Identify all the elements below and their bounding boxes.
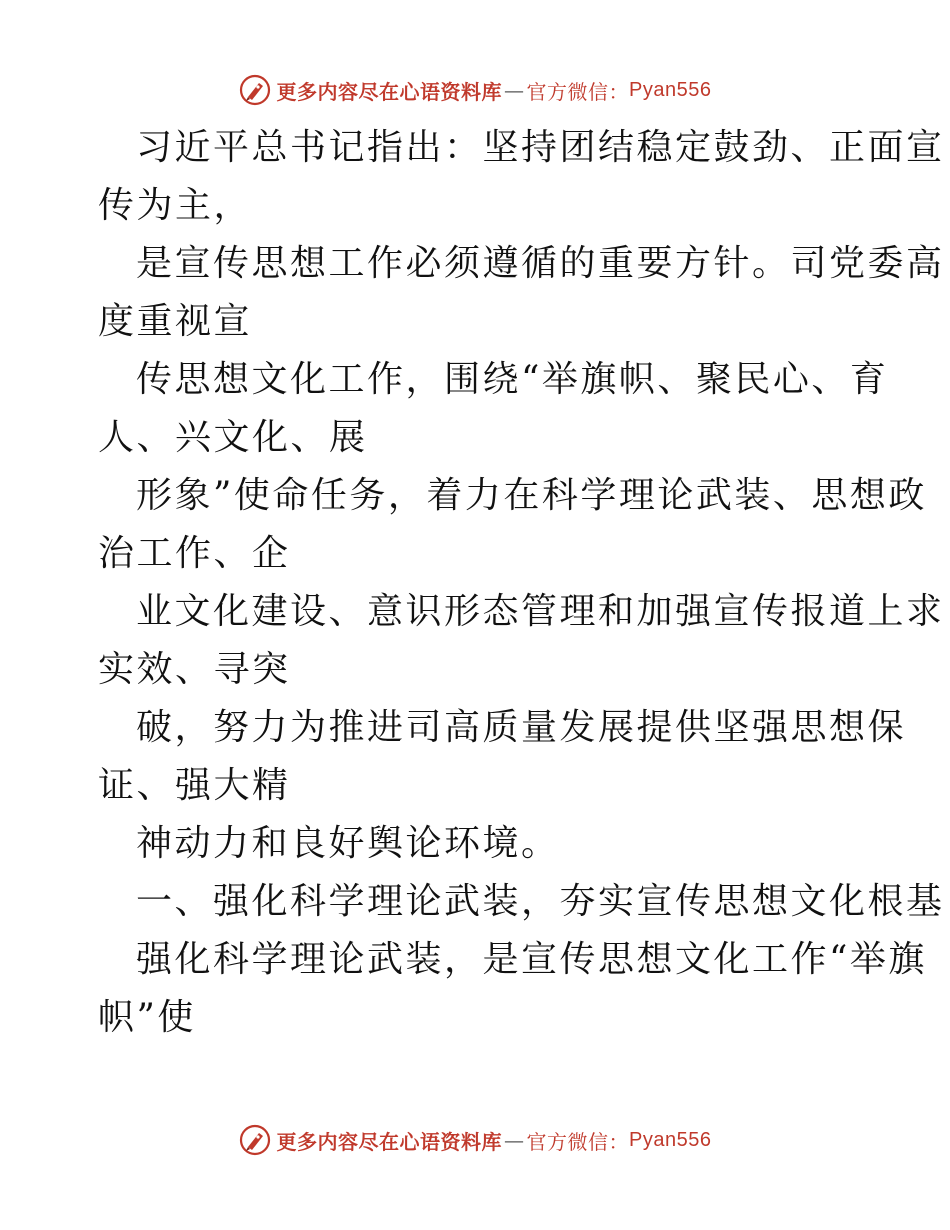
body-line: 人、兴文化、展 xyxy=(98,417,368,458)
body-line: 证、强大精 xyxy=(98,765,291,806)
body-line: 业文化建设、意识形态管理和加强宣传报道上求 xyxy=(136,591,945,632)
body-line: 传为主， xyxy=(98,185,253,226)
body-line: 强化科学理论武装，是宣传思想文化工作“举旗 xyxy=(136,939,927,980)
body-line: 度重视宣 xyxy=(98,301,253,342)
body-line: 神动力和良好舆论环境。 xyxy=(136,823,560,864)
header-dash: — xyxy=(504,78,525,102)
header-wechat-label: 官方微信： xyxy=(526,79,630,104)
header-watermark xyxy=(0,74,950,106)
body-line: 帜”使 xyxy=(98,997,196,1038)
body-line: 习近平总书记指出：坚持团结稳定鼓劲、正面宣 xyxy=(136,127,945,168)
pen-logo-icon xyxy=(239,74,271,106)
footer-brand-text: 更多内容尽在心语资料库 xyxy=(276,1129,503,1154)
header-brand-text: 更多内容尽在心语资料库 xyxy=(276,79,503,104)
header-wechat-account: Pyan556 xyxy=(629,78,712,101)
pen-logo-icon xyxy=(239,1124,271,1156)
body-line: 实效、寻突 xyxy=(98,649,291,690)
footer-watermark xyxy=(0,1124,950,1156)
body-line: 破，努力为推进司高质量发展提供坚强思想保 xyxy=(136,707,907,748)
section-heading: 一、强化科学理论武装，夯实宣传思想文化根基 xyxy=(136,881,945,922)
footer-dash: — xyxy=(504,1128,525,1152)
footer-wechat-label: 官方微信： xyxy=(526,1129,630,1154)
footer-wechat-account: Pyan556 xyxy=(629,1128,712,1151)
body-line: 形象”使命任务，着力在科学理论武装、思想政 xyxy=(136,475,927,516)
body-line: 是宣传思想工作必须遵循的重要方针。司党委高 xyxy=(136,243,945,284)
body-line: 治工作、企 xyxy=(98,533,291,574)
body-line: 传思想文化工作，围绕“举旗帜、聚民心、育 xyxy=(136,359,889,400)
